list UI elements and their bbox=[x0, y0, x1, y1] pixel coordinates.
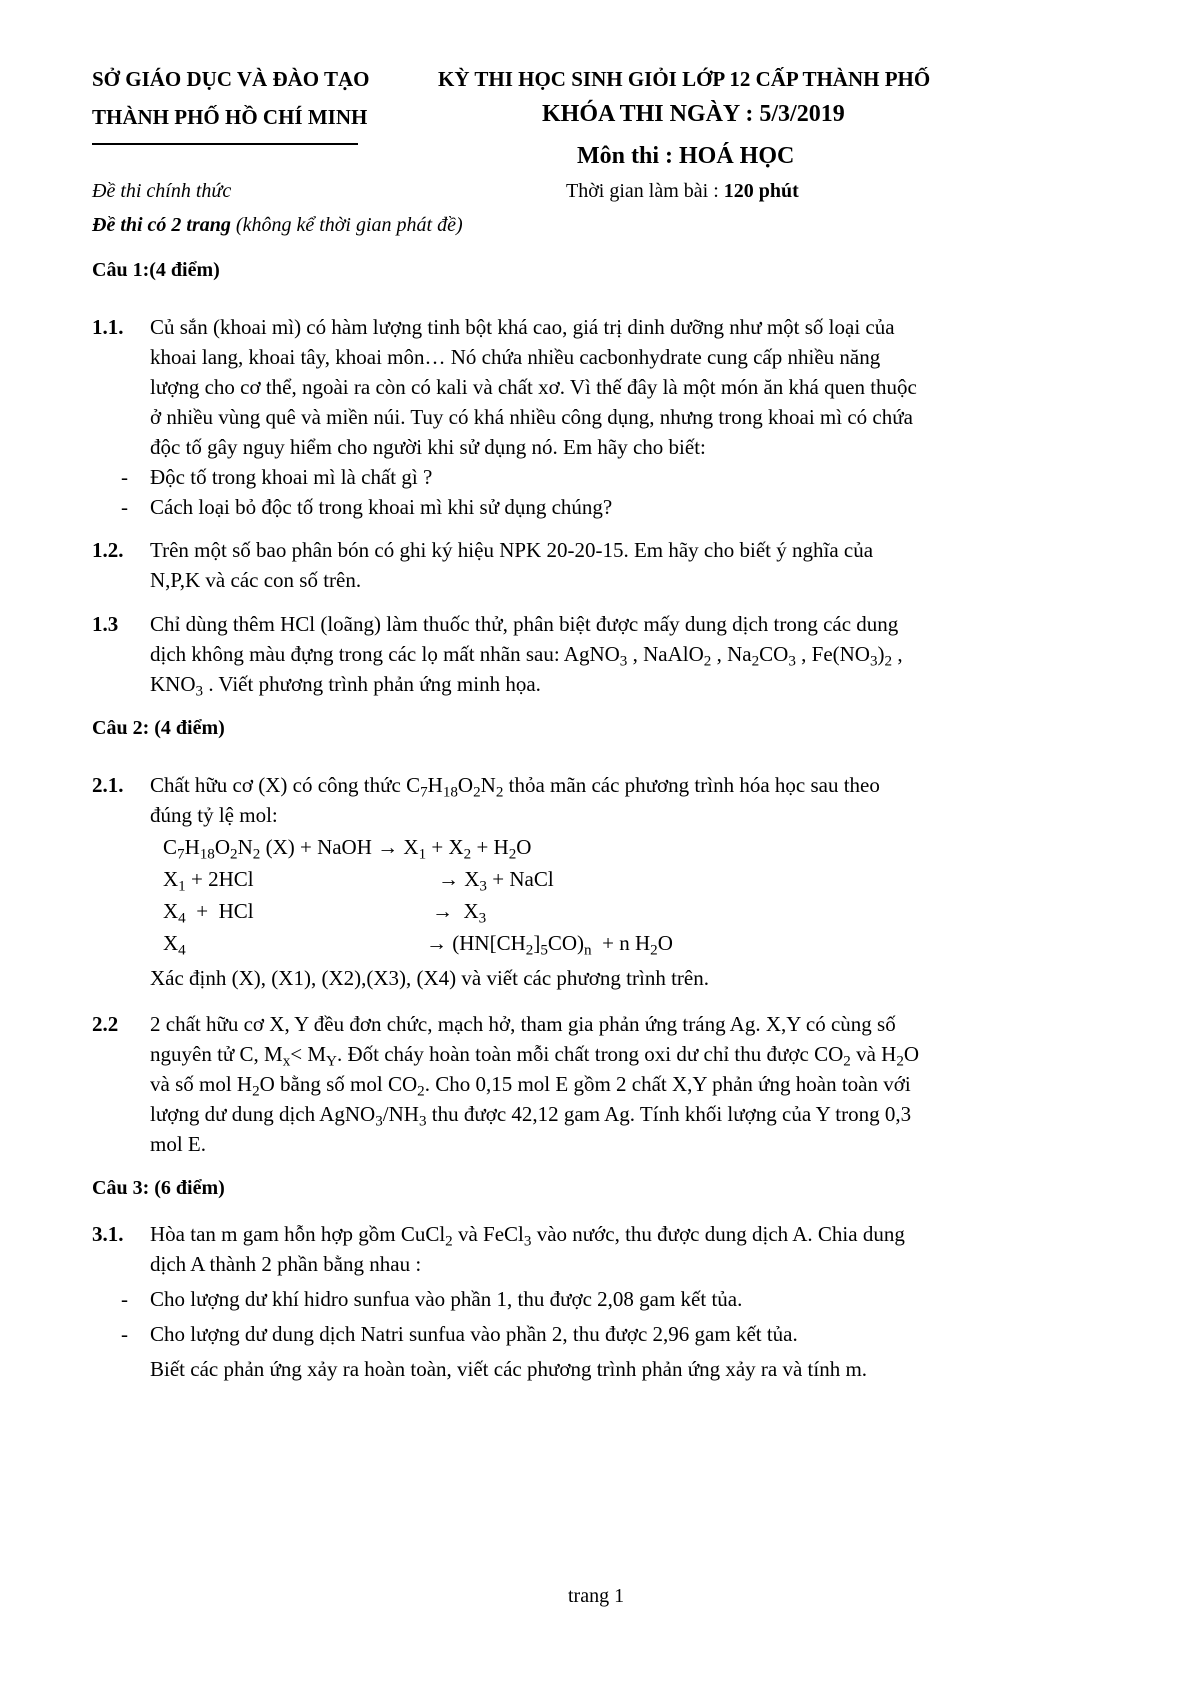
equation-4: $X_4$ bbox=[163, 931, 186, 959]
item-1-1-line: lượng cho cơ thể, ngoài ra còn có kali và chất xơ. Vì thế đây là một món ăn khá quen thuộc bbox=[150, 375, 917, 399]
item-1-1-line: Củ sắn (khoai mì) có hàm lượng tinh bột khá cao, giá trị dinh dưỡng như một số loại của bbox=[150, 315, 895, 339]
item-2-2-line: và số mol $H_2O$ bằng số mol $CO_2$. Cho 0,15 mol E gồm 2 chất X,Y phản ứng hoàn toàn với bbox=[150, 1072, 911, 1100]
item-1-1-bullet: Cách loại bỏ độc tố trong khoai mì khi sử dụng chúng? bbox=[150, 495, 613, 519]
page-number: trang 1 bbox=[568, 1585, 625, 1607]
item-2-1-line: đúng tỷ lệ mol: bbox=[150, 803, 278, 827]
item-2-2-line: lượng dư dung dịch $AgNO_3/NH_3$ thu được 42,12 gam Ag. Tính khối lượng của Y trong 0,3 bbox=[150, 1102, 912, 1130]
equation-2-rhs: → $X_3$ + NaCl bbox=[438, 867, 554, 895]
question-2-title: Câu 2: (4 điểm) bbox=[92, 717, 225, 739]
bullet-dash: - bbox=[121, 495, 128, 519]
item-2-2-text: và H bbox=[850, 1042, 897, 1066]
item-3-1-number: 3.1. bbox=[92, 1222, 124, 1246]
duration-label: Thời gian làm bài : bbox=[566, 180, 724, 202]
item-1-1-line: khoai lang, khoai tây, khoai môn… Nó chứa nhiều cacbonhydrate cung cấp nhiều năng bbox=[150, 345, 881, 369]
item-2-2-number: 2.2 bbox=[92, 1012, 119, 1036]
item-2-2-text: . Đốt cháy hoàn toàn mỗi chất trong oxi dư chỉ thu được CO bbox=[336, 1042, 844, 1066]
equation-1: $C_7H_{18}O_2N_2$ (X) + NaOH → $X_1 + X_2 + H_2O$ bbox=[163, 835, 532, 863]
exam-subject: Môn thi : HOÁ HỌC bbox=[577, 143, 795, 169]
equation-3: $X_4$ + HCl bbox=[163, 899, 254, 927]
bullet-dash: - bbox=[121, 1322, 128, 1346]
question-1-title: Câu 1:(4 điểm) bbox=[92, 259, 220, 281]
item-3-1-line: Hòa tan m gam hỗn hợp gồm CuCl$_2$ và FeCl$_3$ vào nước, thu được dung dịch A. Chia dung bbox=[150, 1222, 905, 1250]
item-1-1-line: ở nhiều vùng quê và miền núi. Tuy có khá nhiều công dụng, nhưng trong khoai mì có chứa bbox=[150, 405, 913, 429]
duration-value: 120 phút bbox=[723, 180, 799, 202]
item-1-1-number: 1.1. bbox=[92, 315, 124, 339]
item-1-3-line: dịch không màu đựng trong các lọ mất nhãn sau: AgNO$_3$ , NaAlO$_2$ , $Na_2CO_3$ , $Fe(NO_3)_2$ , bbox=[150, 642, 903, 670]
exam-duration bbox=[566, 180, 799, 203]
item-3-1-text: Hòa tan m gam hỗn hợp gồm CuCl bbox=[150, 1222, 446, 1246]
item-1-2-line: Trên một số bao phân bón có ghi ký hiệu NPK 20-20-15. Em hãy cho biết ý nghĩa của bbox=[150, 538, 874, 562]
item-3-1-closing: Biết các phản ứng xảy ra hoàn toàn, viết các phương trình phản ứng xảy ra và tính m. bbox=[150, 1357, 868, 1381]
item-3-1-text: và FeCl bbox=[452, 1222, 524, 1246]
item-1-1-bullet: Độc tố trong khoai mì là chất gì ? bbox=[150, 465, 433, 489]
item-2-1-number: 2.1. bbox=[92, 773, 124, 797]
item-2-2-text: lượng dư dung dịch AgNO bbox=[150, 1102, 376, 1126]
page-count-extra: (không kể thời gian phát đề) bbox=[230, 214, 463, 236]
item-2-2-text: /NH bbox=[382, 1102, 419, 1126]
item-3-1-bullet: Cho lượng dư khí hidro sunfua vào phần 1, thu được 2,08 gam kết tủa. bbox=[150, 1287, 743, 1311]
official-label: Đề thi chính thức bbox=[92, 180, 232, 202]
exam-name: KỲ THI HỌC SINH GIỎI LỚP 12 CẤP THÀNH PHỐ bbox=[438, 67, 931, 91]
department-name: SỞ GIÁO DỤC VÀ ĐÀO TẠO bbox=[92, 67, 370, 91]
item-2-2-text: < M bbox=[290, 1042, 327, 1066]
item-2-2-text: nguyên tử C, M bbox=[150, 1042, 283, 1066]
header-underline bbox=[92, 143, 358, 145]
item-1-2-number: 1.2. bbox=[92, 538, 124, 562]
item-1-3-number: 1.3 bbox=[92, 612, 119, 636]
department-city: THÀNH PHỐ HỒ CHÍ MINH bbox=[92, 105, 368, 129]
item-1-1-line: độc tố gây nguy hiểm cho người khi sử dụng nó. Em hãy cho biết: bbox=[150, 435, 706, 459]
page-count-note bbox=[92, 214, 463, 237]
equation-3-rhs: → $X_3$ bbox=[432, 899, 487, 927]
question-3-title: Câu 3: (6 điểm) bbox=[92, 1177, 225, 1199]
item-2-1-text: thỏa mãn các phương trình hóa học sau theo bbox=[503, 773, 880, 797]
item-2-1-line: Chất hữu cơ (X) có công thức $C_7H_{18}O_2N_2$ thỏa mãn các phương trình hóa học sau theo bbox=[150, 773, 880, 801]
item-2-2-text: . Cho 0,15 mol E gồm 2 chất X,Y phản ứng hoàn toàn với bbox=[424, 1072, 911, 1096]
page-count-bold: Đề thi có 2 trang bbox=[92, 214, 231, 236]
item-2-2-text: thu được 42,12 gam Ag. Tính khối lượng của Y trong 0,3 bbox=[426, 1102, 912, 1126]
item-2-2-line: 2 chất hữu cơ X, Y đều đơn chức, mạch hở, tham gia phản ứng tráng Ag. X,Y có cùng số bbox=[150, 1012, 896, 1036]
item-3-1-bullet: Cho lượng dư dung dịch Natri sunfua vào phần 2, thu được 2,96 gam kết tủa. bbox=[150, 1322, 798, 1346]
item-1-3-text: dịch không màu đựng trong các lọ mất nhãn sau: bbox=[150, 642, 564, 666]
item-2-2-text: O bằng số mol CO bbox=[259, 1072, 418, 1096]
item-2-2-line: mol E. bbox=[150, 1132, 206, 1156]
item-2-2-text: và số mol H bbox=[150, 1072, 253, 1096]
bullet-dash: - bbox=[121, 1287, 128, 1311]
item-1-3-line: Chỉ dùng thêm HCl (loãng) làm thuốc thử, phân biệt được mấy dung dịch trong các dung bbox=[150, 612, 899, 636]
item-3-1-text: vào nước, thu được dung dịch A. Chia dung bbox=[531, 1222, 905, 1246]
item-1-3-tail: . Viết phương trình phản ứng minh họa. bbox=[208, 672, 541, 696]
exam-date: KHÓA THI NGÀY : 5/3/2019 bbox=[542, 101, 845, 127]
item-2-2-line: nguyên tử C, $M_x< M_Y$. Đốt cháy hoàn toàn mỗi chất trong oxi dư chỉ thu được $CO_2$ và $H_2O$ bbox=[150, 1042, 920, 1070]
equation-2: $X_1 + 2HCl$ bbox=[163, 867, 254, 895]
item-2-1-text: Chất hữu cơ (X) có công thức bbox=[150, 773, 407, 797]
equation-4-lhs: X bbox=[163, 931, 179, 955]
equation-4-rhs: → $(HN[CH_2]_5CO)_n + n$ $H_2O$ bbox=[426, 931, 673, 959]
bullet-dash: - bbox=[121, 465, 128, 489]
item-1-3-line: $KNO_3$ . Viết phương trình phản ứng minh họa. bbox=[150, 672, 541, 700]
item-3-1-line: dịch A thành 2 phần bằng nhau : bbox=[150, 1252, 422, 1276]
item-2-1-conclusion: Xác định (X), (X1), (X2),(X3), (X4) và viết các phương trình trên. bbox=[150, 966, 709, 990]
item-1-2-line: N,P,K và các con số trên. bbox=[150, 568, 362, 592]
equation-1-text: (X) + NaOH → bbox=[260, 835, 404, 859]
